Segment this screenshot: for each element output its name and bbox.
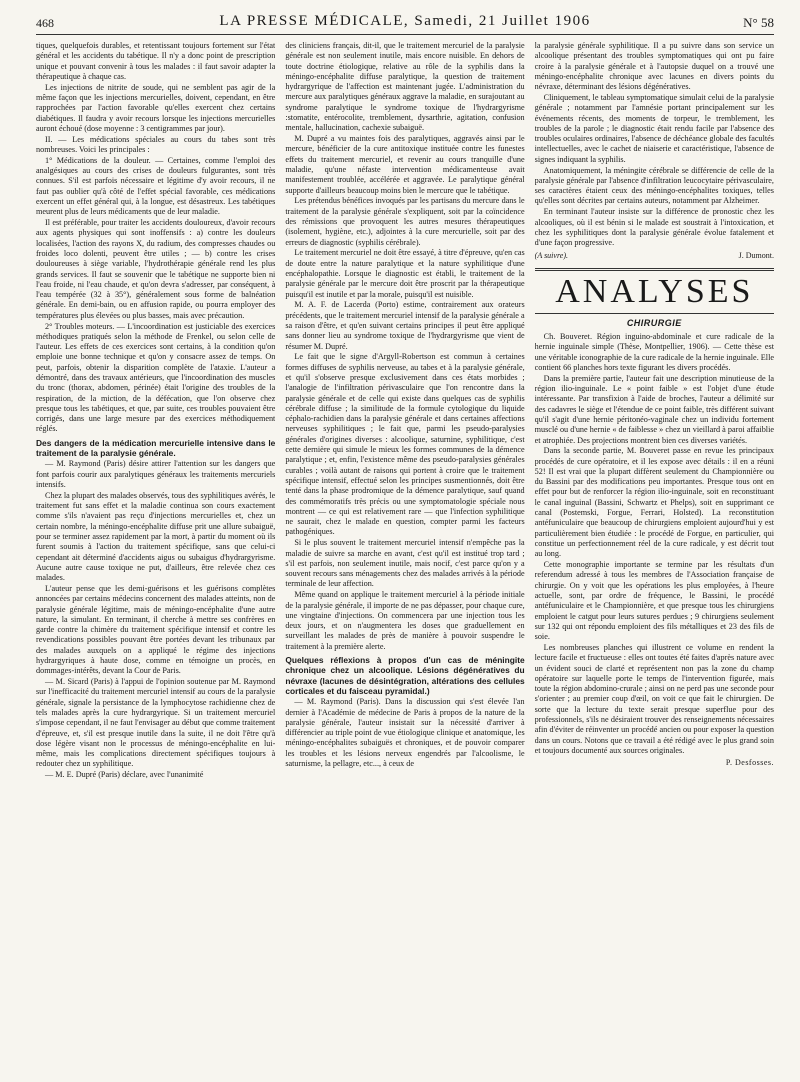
paragraph: Dans la seconde partie, M. Bouveret passe en revue les principaux procédés de cure opératoire, et il les expose avec détails : il en a réuni 52! Il est vrai que la plupart diffèrent seulement du Championnière ou du Bassini par des modifications peu importantes. Presque tous ont en effet pour but de renforcer la région ilio-inguinale, soit en reconstituant le canal inguinal (Bassini, Schwartz et Phelps), soit en supprimant ce canal (Postemski, Forgue, Ferrari, Holsted). La reconstitution antéfuniculaire que beaucoup de chirurgiens emploient aujourd'hui y est particulièrement bien étudiée : le procédé de Forgue, en particulier, qui constitue un perfectionnement réel de la cure radicale, y est décrit tout au long. [534, 446, 774, 559]
page-header [36, 12, 774, 35]
paragraph: Chez la plupart des malades observés, tous des syphilitiques avérés, le traitement fut sans effet et la maladie continua son cours exactement comme s'ils n'avaient pas reçu d'injections mercurielles et, chez un certain nombre, la méningo-encéphalite diffuse prit une allure subaiguë, pour se terminer assez rapidement par la mort, à partir du moment où ils furent soumis à l'action du traitement spécifique, sans que celui-ci cependant ait déterminé d'accidents aigus ou subaigus d'hydrargyrisme. Aucune autre cause toxique ne put, d'ailleurs, être relevée chez ces malades. [36, 490, 276, 583]
column-1 [36, 41, 275, 1071]
paragraph: Cliniquement, le tableau symptomatique simulait celui de la paralysie générale ; notamment par l'amnésie portant principalement sur les événements récents, des moments de torpeur, le tremblement, les troubles de la parole ; le diagnostic était rendu facile par l'absence des troubles oculaires ordinaires, l'absence de déchéance globale des facultés intellectuelles, avec le cachet de niaiserie et caractéristique, l'absence de signes indiquant la syphilis. [534, 92, 774, 164]
paragraph: Cette monographie importante se termine par les résultats d'un referendum adressé à tous les membres de l'Association française de chirurgie. On y voit que les opérations les plus employées, à l'heure actuelle, sont, par ordre de fréquence, le Bassini, le procédé antéfuniculaire et le Championnière, et que presque tous les chirurgiens emploient le catgut pour leurs sutures perdues ; 9 chirurgiens seulement sur 132 qui ont répondu emploient des fils métalliques et 23 des fils de soie. [534, 560, 774, 642]
paragraph: — M. E. Dupré (Paris) déclare, avec l'unanimité [45, 770, 204, 780]
paragraph: M. Dupré a vu maintes fois des paralytiques, aggravés ainsi par le mercure, bénéficier de la cure antitoxique instituée contre les funestes effets du traitement mercuriel, et revenir au cours tranquille d'une maladie, qu'une néfaste intervention médicamenteuse avait manifestement troublée, accélérée et aggravée. Le paralytique général supporte d'ailleurs beaucoup moins bien le mercure que le tabétique. [285, 134, 525, 195]
columns [36, 41, 774, 1071]
paragraph: Même quand on applique le traitement mercuriel à la période initiale de la paralysie générale, il importe de ne pas dépasser, pour chaque cure, une vingtaine d'injections. On commencera par une injection tous les deux jours, et on n'augmentera les doses que graduellement en surveillant les malades de près de manière à pouvoir suspendre le traitement à la première alerte. [285, 590, 525, 651]
paragraph: II. — Les médications spéciales au cours du tabes sont très nombreuses. Voici les principales : [36, 134, 276, 154]
paragraph: des cliniciens français, dit-il, que le traitement mercuriel de la paralysie générale est non seulement inutile, mais encore nuisible. En dehors de toute doctrine étiologique, relative au rôle de la syphilis dans la méningo-encéphalite diffuse paralytique, la question de traitement hydrargyrique de l'affection est maintenant jugée. L'administration du mercure aux paralytiques généraux aggrave la maladie, en surajoutant au syndrome paralytique le syndrome toxique de l'hydrargyrisme :stomatite, entérocolite, tremblement, dysarthrie, agitation, confusion mentale, hallucination, cachexie subaiguë. [285, 41, 525, 133]
paragraph: — M. Sicard (Paris) à l'appui de l'opinion soutenue par M. Raymond sur l'inefficacité du traitement mercuriel intensif au cours de la paralysie générale, signale la persistance de la lymphocytose rachidienne chez de tels malades après la cure hydrargyrique. Si un traitement mercuriel s'impose cependant, il ne faut l'envisager au début que comme traitement d'épreuve, et, s'il est presque inutile dans la suite, il ne doit l'être qu'à dose légère visant non le processus de méningo-encéphalite en lui-même, mais les complications directement spécifiques toujours à redouter chez un syphilitique. [36, 677, 276, 769]
section-title: ANALYSES [555, 272, 754, 310]
running-title: LA PRESSE MÉDICALE, Samedi, 21 Juillet 1906 [219, 13, 591, 29]
paragraph: Ch. Bouveret. Région inguino-abdominale et cure radicale de la hernie inguinale simple (Thèse, Montpellier, 1906). — Cette thèse est une véritable iconographie de la cure radicale de la hernie inguinale. Elle contient 66 planches hors texte figurant les divers procédés. [534, 332, 774, 372]
issue-number: N° 58 [743, 15, 774, 30]
paragraph: 1° Médications de la douleur. — Certaines, comme l'emploi des analgésiques au cours des crises de douleurs fulgurantes, sont très connues. S'il est parfois nécessaire et légitime d'y avoir recours, il ne faut pas oublier qu'à côté de l'effet spécial favorable, ces médications exercent un effet général qui, à la longue, est désastreux. Les tabétiques meurent plus de leurs médicaments que de leur maladie. [36, 155, 276, 217]
article-heading: Quelques réflexions à propos d'un cas de méningite chronique chez un alcoolique. Lésions dégénératives du névraxe (lacunes de désintégration, altérations des cellules corticales et du faisceau pyramidal.) [285, 655, 525, 696]
paragraph: M. A. F. de Lacerda (Porto) estime, contrairement aux orateurs précédents, que le traitement mercuriel intensif de la paralysie générale a sa raison d'être, et qu'en suivant certains principes il peut être appliqué sans donner lieu au syndrome toxique de l'hydrargyrisme que vient de résumer M. Dupré. [285, 300, 525, 351]
paragraph: Si le plus souvent le traitement mercuriel intensif n'empêche pas la maladie de suivre sa marche en avant, c'est qu'il est institué trop tard ; s'il est parfois, non seulement inutile, mais nocif, c'est parce qu'on y a souvent recours sans ménagements chez des malades arrivés à la période terminale de leur affection. [285, 538, 525, 589]
to-be-continued: (A suivre). [534, 251, 568, 261]
paragraph: Les nombreuses planches qui illustrent ce volume en rendent la lecture facile et fructueuse : elles ont toutes été faites d'après nature avec un évident souci de clarté et représentent non pas la zone du champ opératoire sur laquelle porte le temps de l'intervention figurée, mais toute la région abdomino-crurale ; ainsi on ne perd pas une seconde pour s'orienter ; au premier coup d'œil, on voit ce que fait le chirurgien. De sorte que la lecture du texte serait presque superflue pour des professionnels, s'ils ne désiraient trouver des renseignements nécessaires afin d'éviter de réinventer un procédé ancien ou pour exposer la question dans un cours. Notons que ce travail a été rédigé avec le plus grand soin et toujours documenté aux sources originales. [534, 642, 774, 755]
paragraph: En terminant l'auteur insiste sur la différence de pronostic chez les alcooliques, où il est bénin si le malade est soustrait à l'intoxication, et chez les syphilitiques dont la paralysie générale évolue fatalement et d'une façon progressive. [534, 207, 774, 248]
paragraph: 2° Troubles moteurs. — L'incoordination est justiciable des exercices méthodiques pratiqués selon la méthode de Frenkel, ou selon celle de l'auteur. Les effets de ces exercices sont certains, à la condition qu'on emploie une bonne technique et qu'on y consacre assez de temps. On peut, parfois, obtenir la disparition complète de l'ataxie. L'auteur a démontré, dans des travaux antérieurs, que l'incoordination des muscles du tronc (thorax, abdomen, périnée) était l'origine des troubles de la respiration, de la miction, de la défécation, que l'on observe chez presque tous les tabétiques, et que, par suite, ces troubles pouvaient être corrigés, dans une large mesure par des exercices méthodiquement réglés. [36, 321, 276, 434]
column-3 [535, 41, 774, 1071]
author-signature: J. Dumont. [738, 251, 774, 261]
paragraph: Anatomiquement, la méningite cérébrale se différencie de celle de la paralysie générale par l'absence d'infiltration leucocytaire périvasculaire, ses caractères étaient ceux des méningo-encéphalites toxiques, telles qu'elles sont décrites par certains auteurs, notamment par Alzheimer. [534, 165, 774, 206]
paragraph: Les prétendus bénéfices invoqués par les partisans du mercure dans le traitement de la paralysie générale s'expliquent, soit par la coïncidence des rémissions que provoquent les autres mesures thérapeutiques (isolement, hygiène, etc.), adjointes à la cure mercurielle, soit par des erreurs de diagnostic (syphilis cérébrale). [285, 196, 525, 247]
page-number: 468 [36, 16, 54, 30]
paragraph: tiques, quelquefois durables, et retentissant toujours fortement sur l'état général et les accidents du tabétique. Il n'y a donc point de prescription unique et pouvant convenir à tous les malades : il faut savoir adapter la thérapeutique à chaque cas. [36, 41, 276, 81]
paragraph: — M. Raymond (Paris) désire attirer l'attention sur les dangers que font parfois courir aux paralytiques généraux les traitements mercuriels intensifs. [36, 459, 276, 489]
paragraph: L'auteur pense que les demi-guérisons et les guérisons complètes annoncées par certains médecins concernent des malades atteints, non de paralysie générale légitime, mais de méningo-encéphalite d'une autre nature, la simulant. En terminant, il cherche à mettre ses confrères en garde contre la chimère du traitement spécifique intensif et contre les revendications possibles pouvant être portées devant les tribunaux par des malades auxquels on a appliqué le régime des injections hydrargyriques à haute dose, comme en témoigne un procès, en dommages-intérêts, devant la Cour de Paris. [36, 583, 276, 676]
signature-row [535, 251, 774, 261]
subsection-title: CHIRURGIE [626, 317, 682, 328]
section-rule-bottom [535, 313, 774, 314]
article-heading: Des dangers de la médication mercurielle intensive dans le traitement de la paralysie générale. [36, 437, 276, 459]
paragraph: la paralysie générale syphilitique. Il a pu suivre dans son service un alcoolique présentant des troubles symptomatiques qui ont pu faire croire à la paralysie générale et à l'autopsie duquel on a trouvé une méningo-encéphalite chronique avec lacunes en divers points du névraxe, déterminant des lésions dégénératives. [534, 41, 774, 92]
paragraph: Les injections de nitrite de soude, qui ne semblent pas agir de la même façon que les injections mercurielles, doivent, cependant, en être rapprochées par l'action favorable qu'elles exercent chez certains diabétiques. Il faudra y avoir recours lorsque les injections mercurielles auront échoué (dose moyenne : 3 centigrammes par jour). [36, 82, 276, 133]
section-rule [535, 268, 774, 271]
paragraph: — M. Raymond (Paris). Dans la discussion qui s'est élevée l'an dernier à l'Académie de médecine de Paris à propos de la nature de la paralysie générale, l'auteur insistait sur la nécessité d'arriver à différencier au triple point de vue étiologique clinique et anatomique, les méningo-encéphalites subaiguës et chroniques, et de pouvoir comparer les troubles et les lésions nerveux engendrés par l'alcoolisme, le saturnisme, la pellagre, etc..., à ceux de [285, 697, 525, 768]
paragraph: Il est préférable, pour traiter les accidents douloureux, d'avoir recours aux agents physiques qui sont inoffensifs : a) contre les douleurs localisées, l'action des rayons X, du radium, des compresses chaudes ou froides loco dolenti, peuvent être utiles ; — b) contre les crises douloureuses à siège variable, l'hydrothérapie générale rend les plus grands services. Il faut se souvenir que le tabétique ne supporte bien ni l'eau froide, ni l'eau chaude, et qu'on devra s'adresser, par conséquent, à l'eau tempérée (32 à 35°), généralement sous forme de balnéation générale. En demi-bain, ou en affusion rapide, ou pourra employer des températures plus élevées ou plus basses, mais avec précaution. [36, 218, 276, 320]
paragraph: Le traitement mercuriel ne doit être essayé, à titre d'épreuve, qu'en cas de doute entre la nature paralytique et la nature syphilitique d'une encéphalopathie. Lorsque le diagnostic est établi, le traitement de la paralysie générale par le mercure doit être proscrit par la thérapeutique puisqu'il est inutile et par la morale, puisqu'il est nuisible. [285, 248, 525, 299]
column-2 [285, 41, 524, 1071]
paragraph: Le fait que le signe d'Argyll-Robertson est commun à certaines formes diffuses de syphilis nerveuse, au tabes et à la paralysie générale, et qu'il s'observe presque exclusivement dans ces états morbides ; l'analogie de l'infiltration périvasculaire que l'on rencontre dans la paralysie générale et de celle qui existe dans quelques cas de syphilis cérébrale diffuse ; la similitude de la formule cytologique du liquide céphalo-rachidien dans la paralysie générale et dans certaines affections nerveuses syphilitiques ; le fait que, parmi les pseudo-paralysies générales d'origines diverses : alcoolique, saturnine, syphilitique, c'est cette dernière qui simule le mieux les formes communes de la démence paralytique ; et, enfin, l'existence même des pseudo-paralysies générales curables ; voilà autant de raisons qui portent à croire que le traitement spécifique intensif, effectué selon les principes susmentionnés, doit être tenté dans la phase prodromique de la démence paralytique, sauf quand des commémoratifs très précis ou une symptomatologie spéciale nous montrent — ce qui est relativement rare — que l'infection syphilitique ne saurait, chez le malade en question, compter parmi les facteurs pathogéniques. [285, 352, 525, 537]
author-signature: P. Desfosses. [725, 758, 774, 768]
paragraph: Dans la première partie, l'auteur fait une description minutieuse de la région ilio-inguinale. Le « point faible » est l'objet d'une étude intéressante. Par transfixion à l'aide de broches, l'auteur a délimité sur des cadavres le siège et l'étendue de ce point faible, très différent suivant qu'il s'agit d'une hernie péritonéo-vaginale chez un individu fortement musclé ou d'une hernie « de faiblesse » chez un vieillard à paroi affaiblie et atrophiée. Des projections montrent bien ces diverses variétés. [534, 373, 774, 445]
